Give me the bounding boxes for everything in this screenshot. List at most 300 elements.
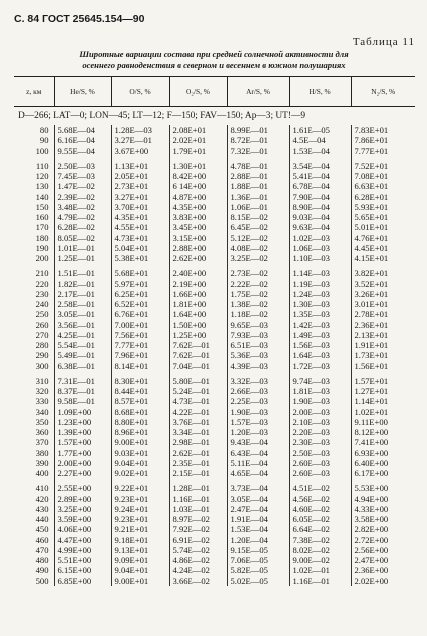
value-cell: 5.53E+00 — [354, 483, 389, 494]
value-cell: 3.27E+01 — [111, 192, 169, 202]
table-row — [14, 494, 415, 504]
value-cell: 2.30E—03 — [289, 437, 351, 447]
value-cell: 7.93E—03 — [227, 330, 289, 340]
page-header: С. 84 ГОСТ 25645.154—90 — [14, 13, 145, 25]
value-cell: 1.03E—01 — [169, 504, 227, 514]
value-cell: 3.66E—02 — [169, 576, 227, 586]
table-row — [14, 309, 415, 319]
altitude-cell: 320 — [14, 386, 54, 396]
value-cell: 1.42E—03 — [289, 320, 351, 330]
value-cell: 5.74E—02 — [169, 545, 227, 555]
value-cell: 1.28E—03 — [111, 125, 169, 135]
value-cell: 2.47E+00 — [354, 555, 389, 565]
value-cell: 8.57E+01 — [111, 396, 169, 406]
value-cell: 1.64E—03 — [289, 350, 351, 360]
value-cell: 4.99E+00 — [54, 545, 111, 555]
value-cell: 4.39E—03 — [227, 361, 289, 371]
value-cell: 1.53E—04 — [289, 146, 351, 156]
table-row — [14, 299, 415, 309]
altitude-cell: 330 — [14, 396, 54, 406]
value-cell: 3.25E+00 — [54, 504, 111, 514]
value-cell: 6.91E—02 — [169, 535, 227, 545]
value-cell: 2.56E+00 — [354, 544, 389, 555]
column-header: He/S, % — [54, 77, 111, 107]
value-cell: 5.11E—04 — [227, 458, 289, 468]
value-cell: 1.06E—01 — [227, 202, 289, 212]
value-cell: 1.61E—05 — [289, 125, 351, 135]
value-cell: 3.45E+00 — [169, 222, 227, 232]
value-cell: 6.28E+01 — [354, 191, 389, 202]
value-cell: 4.79E—02 — [54, 212, 111, 222]
value-cell: 6.28E—02 — [54, 222, 111, 232]
value-cell: 1.10E—03 — [289, 253, 351, 263]
value-cell: 1.51E—01 — [54, 268, 111, 278]
value-cell: 1.75E—02 — [227, 289, 289, 299]
table-row — [14, 268, 415, 278]
altitude-cell: 310 — [14, 376, 54, 386]
value-cell: 6.85E+00 — [54, 576, 111, 586]
table-row — [14, 514, 415, 524]
altitude-cell: 390 — [14, 458, 54, 468]
value-cell: 3.73E—04 — [227, 483, 289, 493]
value-cell: 1.73E+01 — [354, 350, 389, 361]
value-cell: 2.22E—02 — [227, 279, 289, 289]
value-cell: 4.15E+01 — [354, 253, 389, 263]
value-cell: 1.02E+01 — [354, 406, 389, 417]
value-cell: 4.94E+00 — [354, 493, 389, 504]
value-cell: 4.60E—02 — [289, 504, 351, 514]
value-cell: 6.63E+01 — [354, 181, 389, 192]
value-cell: 2.88E+00 — [169, 243, 227, 253]
altitude-cell: 80 — [14, 125, 54, 135]
value-cell: 5.24E—01 — [169, 386, 227, 396]
value-cell: 3.25E—02 — [227, 253, 289, 263]
altitude-cell: 160 — [14, 212, 54, 222]
value-cell: 1.90E—03 — [227, 407, 289, 417]
value-cell: 5.82E—05 — [227, 565, 289, 575]
value-cell: 2.08E+01 — [169, 125, 227, 135]
value-cell: 6.15E+00 — [54, 565, 111, 575]
value-cell: 3.05E—01 — [54, 309, 111, 319]
value-cell: 1.39E+00 — [54, 427, 111, 437]
value-cell: 7.41E+00 — [354, 437, 389, 448]
value-cell: 5.51E+00 — [54, 555, 111, 565]
value-cell: 6.38E—01 — [54, 361, 111, 371]
value-cell: 3.48E—02 — [54, 202, 111, 212]
altitude-cell: 200 — [14, 253, 54, 263]
value-cell: 8.44E+01 — [111, 386, 169, 396]
value-cell: 5.68E—04 — [54, 125, 111, 135]
value-cell: 3.26E+01 — [354, 288, 389, 299]
value-cell: 6.16E—04 — [54, 135, 111, 145]
value-cell: 9.65E—03 — [227, 320, 289, 330]
value-cell: 1.82E—01 — [54, 279, 111, 289]
value-cell: 2.13E+01 — [354, 329, 389, 340]
value-cell: 4.08E—02 — [227, 243, 289, 253]
value-cell: 2.55E+00 — [54, 483, 111, 493]
value-cell: 1.91E—04 — [227, 514, 289, 524]
table-row — [14, 458, 415, 468]
value-cell: 5.41E—04 — [289, 171, 351, 181]
value-cell: 7.77E+01 — [354, 145, 389, 156]
value-cell: 7.38E—02 — [289, 535, 351, 545]
value-cell: 9.03E—04 — [289, 212, 351, 222]
altitude-cell: 270 — [14, 330, 54, 340]
table-row — [14, 376, 415, 386]
value-cell: 4.33E+00 — [354, 503, 389, 514]
value-cell: 6.52E+01 — [111, 299, 169, 309]
value-cell: 2.47E—04 — [227, 504, 289, 514]
value-cell: 5.80E—01 — [169, 376, 227, 386]
value-cell: 2.50E—03 — [54, 161, 111, 171]
table-row — [14, 161, 415, 171]
value-cell: 2.27E+00 — [54, 468, 111, 478]
value-cell: 3.82E+01 — [354, 268, 389, 279]
value-cell: 6.78E—04 — [289, 181, 351, 191]
value-cell: 5.12E—02 — [227, 233, 289, 243]
value-cell: 4.87E+00 — [169, 192, 227, 202]
value-cell: 8.90E—04 — [289, 202, 351, 212]
altitude-cell: 260 — [14, 320, 54, 330]
value-cell: 7.31E—01 — [54, 376, 111, 386]
altitude-cell: 460 — [14, 535, 54, 545]
composition-table — [14, 76, 415, 586]
value-cell: 2.20E—03 — [289, 427, 351, 437]
value-cell: 4.25E—01 — [54, 330, 111, 340]
value-cell: 1.57E+00 — [54, 437, 111, 447]
value-cell: 8.30E+01 — [111, 376, 169, 386]
value-cell: 9.09E+01 — [111, 555, 169, 565]
value-cell: 9.00E—02 — [289, 555, 351, 565]
value-cell: 1.27E+01 — [354, 386, 389, 396]
table-row — [14, 468, 415, 478]
table-row — [14, 396, 415, 406]
column-header: z, км — [14, 77, 54, 107]
value-cell: 1.57E+01 — [354, 375, 389, 386]
value-cell: 1.36E—01 — [227, 192, 289, 202]
value-cell: 7.08E+01 — [354, 171, 389, 181]
altitude-cell: 290 — [14, 350, 54, 360]
conditions-row — [14, 107, 415, 126]
altitude-cell: 150 — [14, 202, 54, 212]
table-row — [14, 233, 415, 243]
value-cell: 5.93E+01 — [354, 201, 389, 212]
value-cell: 9.23E+01 — [111, 514, 169, 524]
value-cell: 1.25E—01 — [54, 253, 111, 263]
value-cell: 9.21E+01 — [111, 524, 169, 534]
value-cell: 2.10E—03 — [289, 417, 351, 427]
value-cell: 1.02E—01 — [289, 565, 351, 575]
altitude-cell: 480 — [14, 555, 54, 565]
table-row — [14, 146, 415, 156]
value-cell: 3.59E+00 — [54, 514, 111, 524]
value-cell: 1.53E—04 — [227, 524, 289, 534]
value-cell: 2.17E—01 — [54, 289, 111, 299]
value-cell: 2.62E+00 — [169, 253, 227, 263]
value-cell: 6.25E+01 — [111, 289, 169, 299]
value-cell: 9.04E+01 — [111, 458, 169, 468]
value-cell: 1.35E—03 — [289, 309, 351, 319]
value-cell: 9.00E+01 — [111, 437, 169, 447]
value-cell: 8.12E+00 — [354, 427, 389, 437]
value-cell: 1.79E+01 — [169, 146, 227, 156]
altitude-cell: 130 — [14, 181, 54, 191]
value-cell: 9.02E+01 — [111, 468, 169, 478]
value-cell: 9.63E—04 — [289, 222, 351, 232]
altitude-cell: 440 — [14, 514, 54, 524]
altitude-cell: 490 — [14, 565, 54, 575]
value-cell: 6 14E+00 — [169, 181, 227, 191]
value-cell: 9.03E+01 — [111, 448, 169, 458]
value-cell: 8.97E—02 — [169, 514, 227, 524]
value-cell: 9.24E+01 — [111, 504, 169, 514]
value-cell: 1.14E—03 — [289, 268, 351, 278]
value-cell: 2.82E+00 — [354, 524, 389, 535]
value-cell: 1.06E—03 — [289, 243, 351, 253]
value-cell: 1.88E—01 — [227, 181, 289, 191]
table-row — [14, 350, 415, 360]
value-cell: 1.56E+01 — [354, 360, 389, 371]
table-number: Таблица 11 — [352, 36, 415, 48]
value-cell: 1.20E—04 — [227, 535, 289, 545]
value-cell: 7.83E+01 — [354, 125, 389, 135]
altitude-cell: 450 — [14, 524, 54, 534]
value-cell: 4.73E—01 — [169, 396, 227, 406]
table-row — [14, 555, 415, 565]
value-cell: 5.04E+01 — [111, 243, 169, 253]
table-row — [14, 340, 415, 350]
value-cell: 1.28E—01 — [169, 483, 227, 493]
value-cell: 1.14E+01 — [354, 396, 389, 407]
value-cell: 1.30E+01 — [169, 161, 227, 171]
table-row — [14, 330, 415, 340]
value-cell: 6.43E—04 — [227, 448, 289, 458]
altitude-cell: 140 — [14, 192, 54, 202]
altitude-cell: 220 — [14, 279, 54, 289]
value-cell: 1.66E+00 — [169, 289, 227, 299]
value-cell: 7.90E—04 — [289, 192, 351, 202]
altitude-cell: 410 — [14, 483, 54, 493]
value-cell: 6.17E+00 — [354, 468, 389, 478]
table-row — [14, 192, 415, 202]
value-cell: 1.24E—03 — [289, 289, 351, 299]
value-cell: 9.18E+01 — [111, 535, 169, 545]
value-cell: 7.06E—05 — [227, 555, 289, 565]
table-row — [14, 253, 415, 263]
value-cell: 7.92E—02 — [169, 524, 227, 534]
table-row — [14, 565, 415, 575]
value-cell: 3.76E—01 — [169, 417, 227, 427]
value-cell: 8.02E—02 — [289, 545, 351, 555]
value-cell: 8.96E+01 — [111, 427, 169, 437]
table-header-row — [14, 77, 415, 107]
table-body — [14, 107, 415, 586]
value-cell: 5.97E+01 — [111, 279, 169, 289]
value-cell: 1.81E—03 — [289, 386, 351, 396]
table-row — [14, 243, 415, 253]
value-cell: 7.62E—01 — [169, 340, 227, 350]
value-cell: 7.04E—01 — [169, 361, 227, 371]
value-cell: 2.58E—01 — [54, 299, 111, 309]
value-cell: 7.96E+01 — [111, 350, 169, 360]
altitude-cell: 380 — [14, 448, 54, 458]
altitude-cell: 400 — [14, 468, 54, 478]
table-row — [14, 171, 415, 181]
value-cell: 5.01E+01 — [354, 222, 389, 233]
value-cell: 2.36E+00 — [354, 565, 389, 576]
column-header: O/S, % — [111, 77, 169, 107]
value-cell: 7.45E—03 — [54, 171, 111, 181]
value-cell: 9.22E+01 — [111, 483, 169, 493]
table-row — [14, 545, 415, 555]
value-cell: 4.51E—02 — [289, 483, 351, 493]
value-cell: 1.49E—03 — [289, 330, 351, 340]
table-row — [14, 504, 415, 514]
value-cell: 3.58E+00 — [354, 514, 389, 524]
altitude-cell: 90 — [14, 135, 54, 145]
value-cell: 1.57E—03 — [227, 417, 289, 427]
value-cell: 4.56E—02 — [289, 494, 351, 504]
table-row — [14, 427, 415, 437]
value-cell: 2.35E—01 — [169, 458, 227, 468]
value-cell: 7.52E+01 — [354, 160, 389, 171]
value-cell: 3.32E—03 — [227, 376, 289, 386]
value-cell: 4.65E—04 — [227, 468, 289, 478]
value-cell: 9.00E+01 — [111, 576, 169, 586]
value-cell: 2.62E—01 — [169, 448, 227, 458]
value-cell: 3.70E+01 — [111, 202, 169, 212]
value-cell: 5.02E—05 — [227, 576, 289, 586]
value-cell: 2.88E—01 — [227, 171, 289, 181]
value-cell: 2.66E—03 — [227, 386, 289, 396]
value-cell: 1.47E—02 — [54, 181, 111, 191]
table-row — [14, 181, 415, 191]
altitude-cell: 300 — [14, 361, 54, 371]
value-cell: 8.42E+00 — [169, 171, 227, 181]
value-cell: 1.19E—03 — [289, 279, 351, 289]
value-cell: 3.15E+00 — [169, 233, 227, 243]
table-row — [14, 125, 415, 135]
value-cell: 1.64E+00 — [169, 309, 227, 319]
value-cell: 7.56E+01 — [111, 330, 169, 340]
value-cell: 4.78E—01 — [227, 161, 289, 171]
table-row — [14, 386, 415, 396]
table-row — [14, 202, 415, 212]
value-cell: 3.34E—01 — [169, 427, 227, 437]
table-row — [14, 222, 415, 232]
value-cell: 2.15E—01 — [169, 468, 227, 478]
altitude-cell: 340 — [14, 407, 54, 417]
value-cell: 4.35E+01 — [111, 212, 169, 222]
value-cell: 9.23E+01 — [111, 494, 169, 504]
altitude-cell: 470 — [14, 545, 54, 555]
altitude-cell: 360 — [14, 427, 54, 437]
value-cell: 6.76E+01 — [111, 309, 169, 319]
value-cell: 1.56E—03 — [289, 340, 351, 350]
value-cell: 4.35E+00 — [169, 202, 227, 212]
value-cell: 4.22E—01 — [169, 407, 227, 417]
altitude-cell: 240 — [14, 299, 54, 309]
value-cell: 8.68E+01 — [111, 407, 169, 417]
table-row — [14, 483, 415, 493]
value-cell: 6.05E—02 — [289, 514, 351, 524]
value-cell: 4.5E—04 — [289, 135, 351, 145]
value-cell: 8.72E—01 — [227, 135, 289, 145]
value-cell: 5.54E—01 — [54, 340, 111, 350]
value-cell: 9.13E+01 — [111, 545, 169, 555]
table-row — [14, 289, 415, 299]
value-cell: 8.05E—02 — [54, 233, 111, 243]
conditions-text: D—266; LAT—0; LON—45; LT—12; F—150; FAV—150; Ap—3; UT!—9 — [18, 110, 306, 121]
table-row — [14, 361, 415, 371]
table-row — [14, 320, 415, 330]
value-cell: 8.14E+01 — [111, 361, 169, 371]
value-cell: 3.83E+00 — [169, 212, 227, 222]
value-cell: 4.55E+01 — [111, 222, 169, 232]
value-cell: 1.20E—03 — [227, 427, 289, 437]
value-cell: 1.01E—01 — [54, 243, 111, 253]
value-cell: 6.40E+00 — [354, 457, 389, 468]
altitude-cell: 120 — [14, 171, 54, 181]
value-cell: 8.99E—01 — [227, 125, 289, 135]
value-cell: 9.74E—03 — [289, 376, 351, 386]
value-cell: 2.98E—01 — [169, 437, 227, 447]
table-row — [14, 135, 415, 145]
value-cell: 3.05E—04 — [227, 494, 289, 504]
table-row — [14, 417, 415, 427]
column-header: O₂/S, % — [169, 77, 227, 107]
altitude-cell: 350 — [14, 417, 54, 427]
value-cell: 2.40E+00 — [169, 268, 227, 278]
value-cell: 4.45E+01 — [354, 242, 389, 253]
value-cell: 1.13E+01 — [111, 161, 169, 171]
value-cell: 3.52E+01 — [354, 278, 389, 289]
value-cell: 1.72E—03 — [289, 361, 351, 371]
value-cell: 1.50E+00 — [169, 320, 227, 330]
altitude-cell: 280 — [14, 340, 54, 350]
value-cell: 2.78E+01 — [354, 309, 389, 320]
altitude-cell: 190 — [14, 243, 54, 253]
altitude-cell: 420 — [14, 494, 54, 504]
table-row — [14, 407, 415, 417]
value-cell: 3.01E+01 — [354, 299, 389, 309]
value-cell: 1.25E+00 — [169, 330, 227, 340]
value-cell: 1.02E—03 — [289, 233, 351, 243]
value-cell: 6.93E+00 — [354, 447, 389, 458]
value-cell: 2.60E—03 — [289, 458, 351, 468]
column-header: N₂/S, % — [351, 77, 415, 107]
value-cell: 9.58E—01 — [54, 396, 111, 406]
altitude-cell: 500 — [14, 576, 54, 586]
value-cell: 4.86E—02 — [169, 555, 227, 565]
value-cell: 1.23E+00 — [54, 417, 111, 427]
value-cell: 1.91E+01 — [354, 340, 389, 350]
caption-line: осеннего равноденствия в северном и весеннем в южном полушариях — [82, 60, 346, 70]
caption-line: Широтные вариации состава при средней солнечной активности для — [79, 49, 349, 59]
value-cell: 6.51E—03 — [227, 340, 289, 350]
column-header: H/S, % — [289, 77, 351, 107]
value-cell: 5.65E+01 — [354, 212, 389, 222]
value-cell: 2.00E—03 — [289, 407, 351, 417]
value-cell: 5.68E+01 — [111, 268, 169, 278]
value-cell: 8.15E—02 — [227, 212, 289, 222]
value-cell: 8.37E—01 — [54, 386, 111, 396]
value-cell: 4.06E+00 — [54, 524, 111, 534]
value-cell: 3.27E—01 — [111, 135, 169, 145]
value-cell: 4.73E+01 — [111, 233, 169, 243]
value-cell: 7.62E—01 — [169, 350, 227, 360]
value-cell: 2.50E—03 — [289, 448, 351, 458]
